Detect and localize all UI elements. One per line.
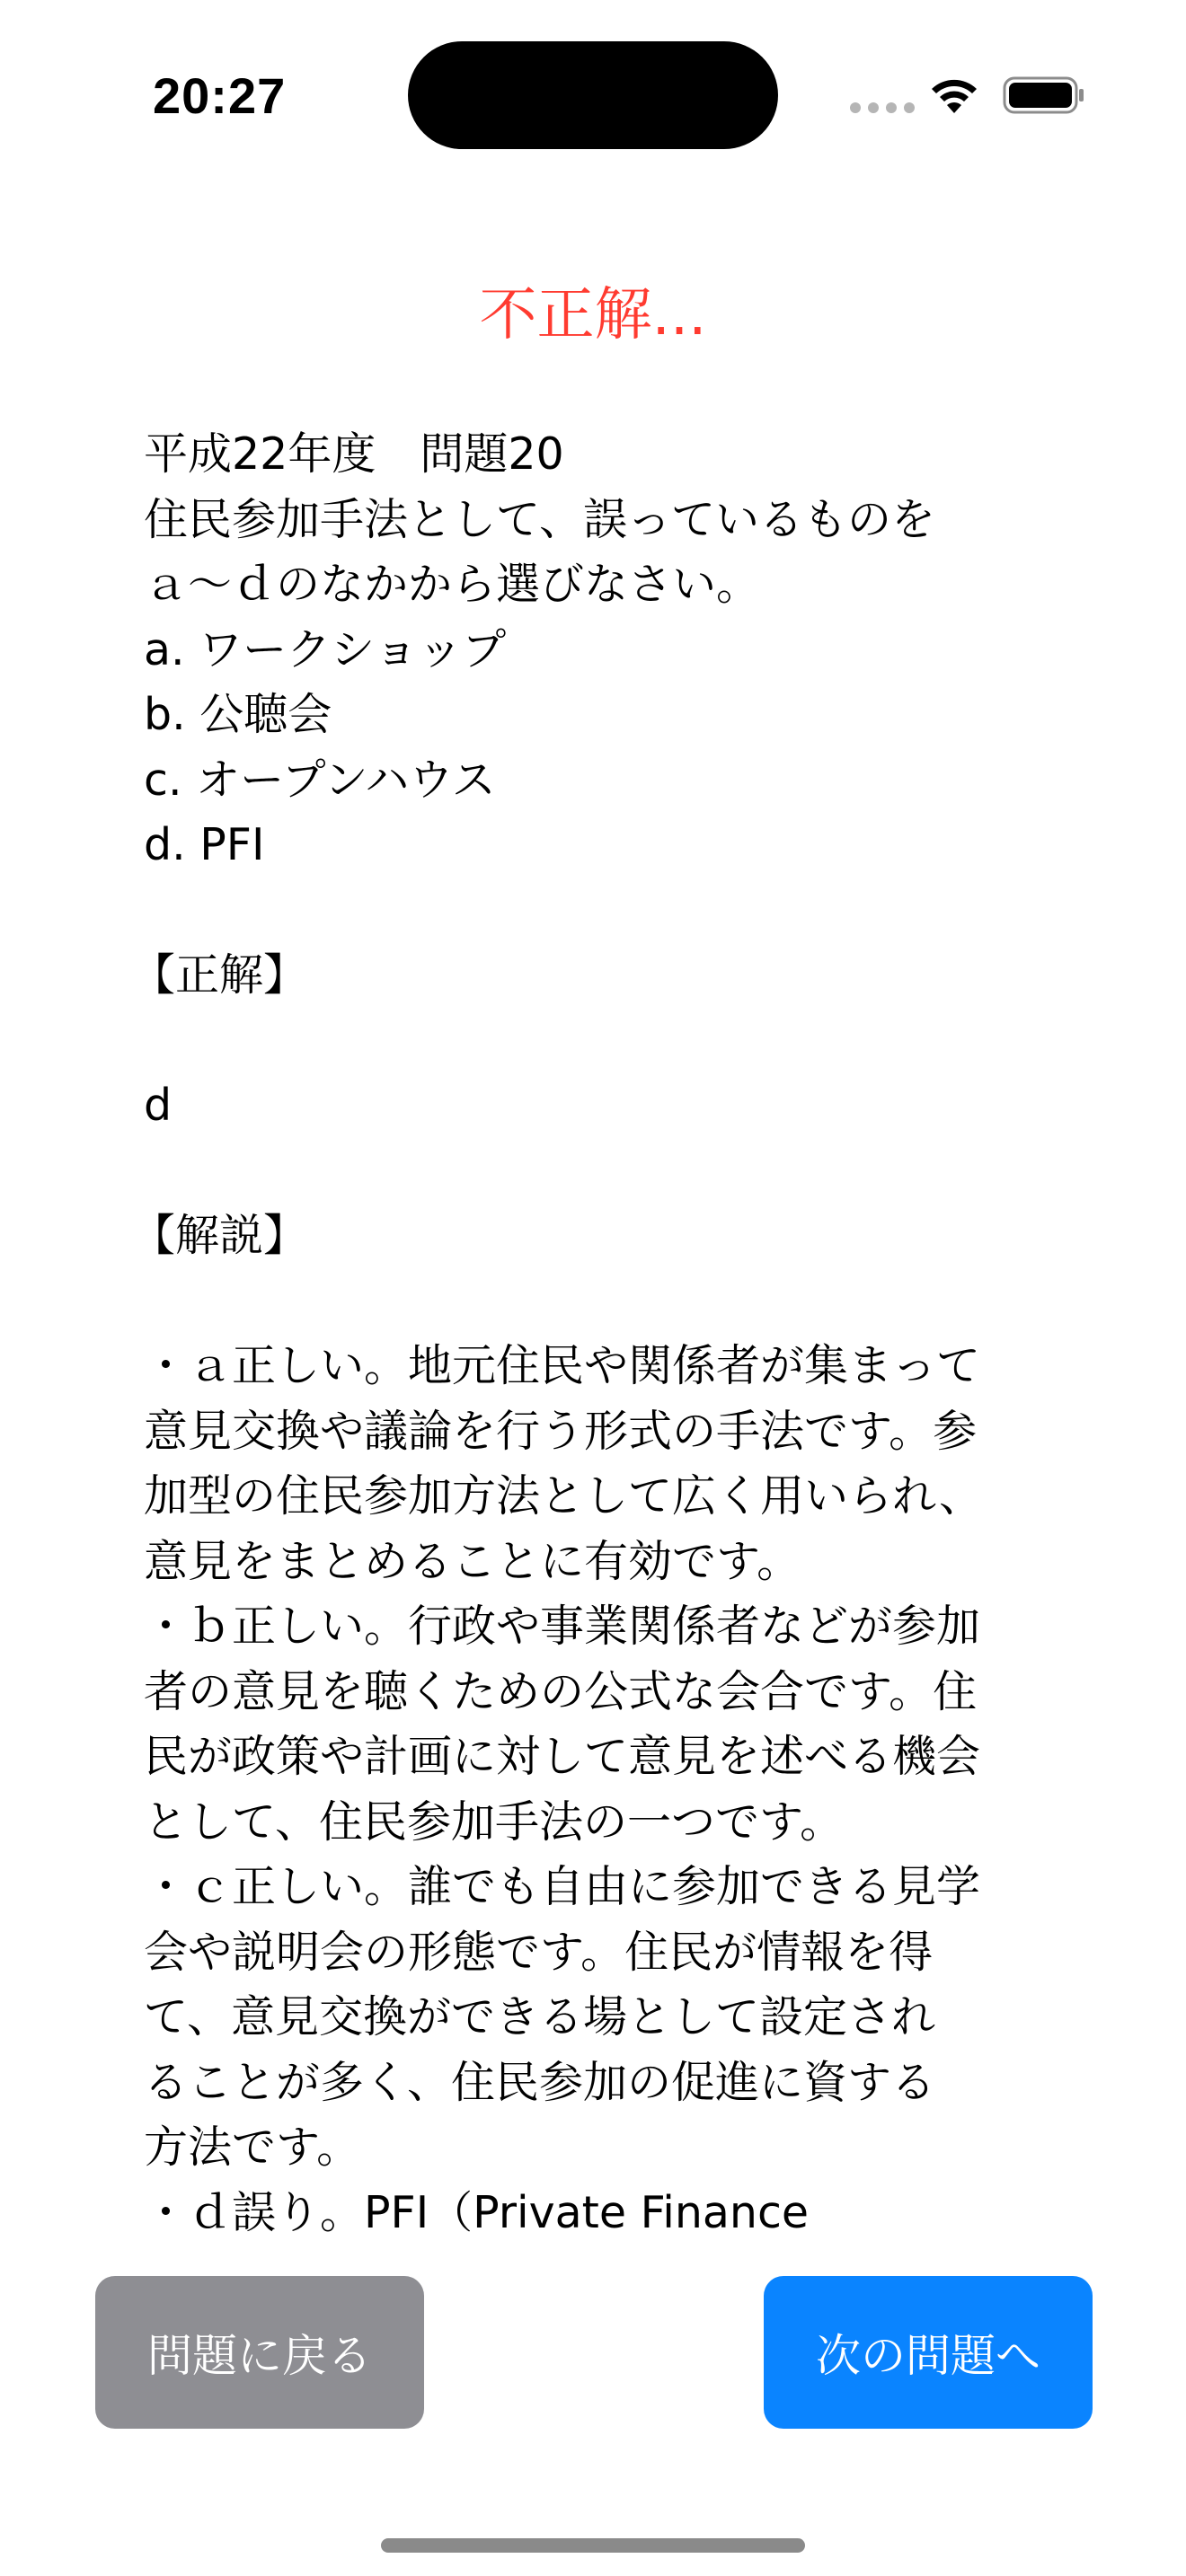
spacer [144,1269,1051,1335]
explanation-line: ・ｃ正しい。誰でも自由に参加できる見学 [144,1861,981,1912]
explanation-line: 方法です。 [144,2122,361,2173]
question-header: 平成22年度 問題20 [144,428,564,480]
battery-icon [1003,75,1085,115]
option-item: a. ワークショップ [144,623,507,675]
option-item: d. PFI [144,819,265,870]
explanation-line: として、住民参加手法の一つです。 [144,1795,845,1848]
spacer [144,1139,1051,1204]
option-item: c. オープンハウス [144,754,496,806]
explanation-line: ることが多く、住民参加の促進に資する [144,2056,936,2108]
explanation-line: て、意見交換ができる場として設定され [144,1991,936,2042]
wifi-icon [929,74,979,115]
option-item: b. 公聴会 [144,689,332,740]
question-content[interactable] [131,422,1051,2238]
signal-icon [850,102,915,113]
status-time: 20:27 [153,67,287,124]
answer-heading: 【正解】 [131,949,308,1001]
dynamic-island [408,41,778,149]
back-to-question-button[interactable]: 問題に戻る [95,2276,424,2429]
question-prompt: ａ〜ｄのなかから選びなさい。 [144,559,761,610]
question-prompt: 住民参加手法として、誤っているものを [144,493,936,545]
status-bar [0,0,1186,180]
spacer [144,1009,1051,1074]
explanation-line: ・ｂ正しい。行政や事業関係者などが参加 [144,1601,981,1652]
explanation-line: 意見をまとめることに有効です。 [144,1535,801,1587]
explanation-line: ・ｄ誤り。PFI（Private Finance [144,2186,810,2238]
explanation-heading: 【解説】 [131,1210,308,1261]
explanation-line: 会や説明会の形態です。住民が情報を得 [144,1926,934,1978]
result-title: 不正解... [479,282,707,348]
home-indicator[interactable] [381,2538,805,2553]
explanation-line: 意見交換や議論を行う形式の手法です。参 [144,1405,978,1457]
spacer [144,878,1051,944]
next-question-button[interactable]: 次の問題へ [764,2276,1093,2429]
explanation-line: 民が政策や計画に対して意見を述べる機会 [144,1731,981,1782]
explanation-line: ・ａ正しい。地元住民や関係者が集まって [144,1340,981,1391]
explanation-line: 者の意見を聴くための公式な会合です。住 [144,1665,978,1717]
explanation-line: 加型の住民参加方法として広く用いられ、 [144,1470,983,1522]
answer-value: d [144,1080,173,1131]
